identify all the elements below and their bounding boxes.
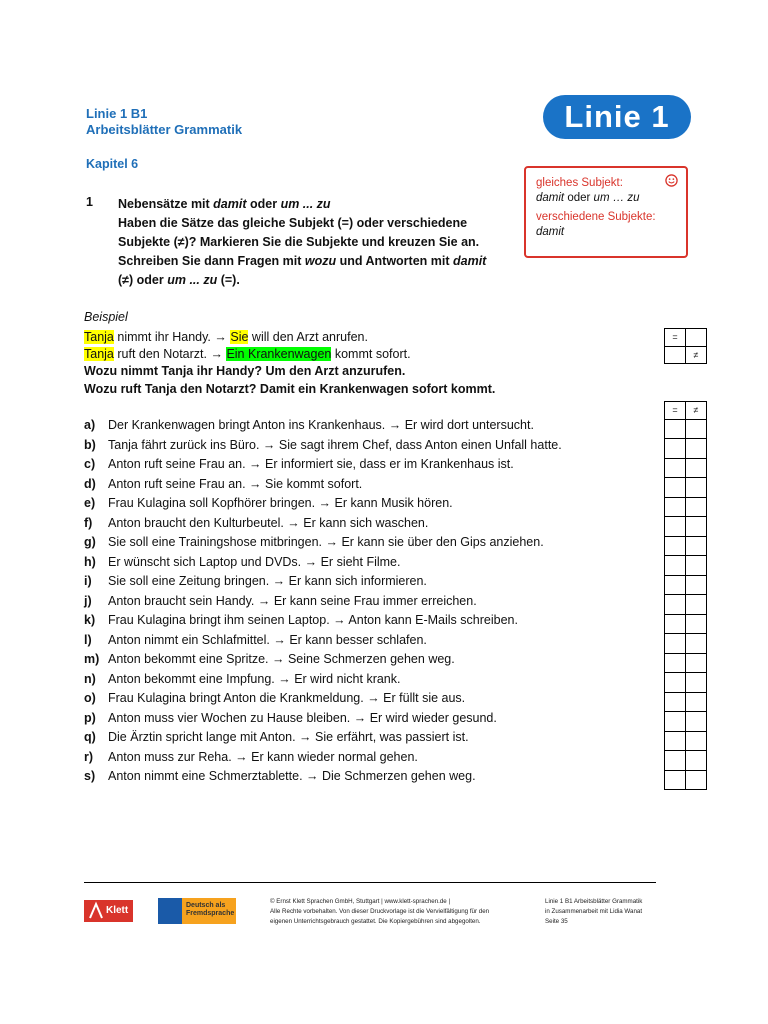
exercise-item	[84, 475, 362, 494]
answer-grid	[664, 401, 707, 790]
hint-same-value: damit oder um … zu	[536, 192, 640, 204]
task-instructions: Nebensätze mit damit oder um ... zu Haben die Sätze das gleiche Subjekt (=) oder verschiedene Subjekte (≠)? Markieren Sie die Subjekte und kreuzen Sie an. Schreiben Sie dann Fragen mit wozu und Antworten mit damit (≠) oder um ... zu (=).	[118, 197, 487, 287]
answer-checkbox-eq[interactable]	[665, 575, 686, 595]
exercise-item	[84, 514, 428, 533]
exercise-item-text: Sie soll eine Trainingshose mitbringen. → Er kann sie über den Gips anziehen.	[108, 535, 544, 549]
example-sentence-2: Tanja ruft den Notarzt. → Ein Krankenwagen kommt sofort.	[84, 347, 411, 361]
exercise-item-text: Tanja fährt zurück ins Büro. → Sie sagt ihrem Chef, dass Anton einen Unfall hatte.	[108, 437, 562, 452]
answer-checkbox-eq[interactable]	[665, 595, 686, 615]
exercise-item-text: Sie soll eine Zeitung bringen. → Er kann sich informieren.	[108, 574, 427, 588]
linie1-logo: Linie 1	[543, 95, 691, 139]
exercise-item-text: Die Ärztin spricht lange mit Anton. → Sie erfährt, was passiert ist.	[108, 730, 469, 744]
example-question-1: Wozu nimmt Tanja ihr Handy? Um den Arzt anzurufen.	[84, 364, 406, 378]
grid-header-eq: =	[665, 402, 686, 420]
exercise-item	[84, 650, 455, 669]
exercise-item-label: i)	[84, 574, 92, 588]
exercise-item-label: o)	[84, 691, 96, 705]
exercise-item-label: n)	[84, 671, 96, 686]
answer-checkbox-neq[interactable]	[686, 556, 707, 576]
exercise-item-label: b)	[84, 437, 96, 452]
exercise-item-text: Der Krankenwagen bringt Anton ins Krankenhaus. → Er wird dort untersucht.	[108, 418, 534, 432]
exercise-item	[84, 455, 514, 474]
chapter-heading: Kapitel 6	[86, 157, 139, 171]
daf-logo-block	[158, 898, 182, 924]
daf-logo: Deutsch als Fremdsprache	[158, 898, 236, 924]
example-answer-grid	[664, 328, 707, 364]
exercise-item-text: Anton muss vier Wochen zu Hause bleiben. → Er wird wieder gesund.	[108, 710, 497, 725]
answer-checkbox-neq[interactable]	[686, 419, 707, 439]
answer-checkbox-eq[interactable]	[665, 439, 686, 459]
exercise-item	[84, 767, 476, 786]
exercise-item-label: s)	[84, 769, 96, 783]
answer-checkbox-eq[interactable]	[665, 556, 686, 576]
example-question-2: Wozu ruft Tanja den Notarzt? Damit ein Krankenwagen sofort kommt.	[84, 382, 496, 396]
answer-checkbox-neq[interactable]	[686, 634, 707, 654]
exercise-item-label: a)	[84, 418, 96, 432]
exercise-item-text: Er wünscht sich Laptop und DVDs. → Er sieht Filme.	[108, 554, 401, 569]
footer-divider	[84, 882, 656, 883]
exercise-item-label: r)	[84, 749, 94, 764]
exercise-item-text: Anton braucht sein Handy. → Er kann seine Frau immer erreichen.	[108, 593, 477, 608]
answer-checkbox-neq[interactable]	[686, 595, 707, 615]
hint-diff-label: verschiedene Subjekte:	[536, 211, 656, 223]
exercise-item-text: Anton bekommt eine Spritze. → Seine Schmerzen gehen weg.	[108, 652, 455, 666]
exercise-item-label: p)	[84, 710, 96, 725]
answer-checkbox-neq[interactable]	[686, 536, 707, 556]
answer-checkbox-eq[interactable]	[665, 653, 686, 673]
exercise-item	[84, 689, 465, 708]
answer-checkbox-eq[interactable]	[665, 536, 686, 556]
exercise-item-text: Anton nimmt ein Schlafmittel. → Er kann besser schlafen.	[108, 632, 427, 647]
answer-checkbox-eq[interactable]	[665, 634, 686, 654]
exercise-item-label: c)	[84, 457, 96, 471]
example-mark-eq: =	[665, 329, 686, 347]
answer-checkbox-eq[interactable]	[665, 419, 686, 439]
exercise-item-label: g)	[84, 535, 96, 549]
copyright-notice: © Ernst Klett Sprachen GmbH, Stuttgart | www.klett-sprachen.de | Alle Rechte vorbehalten. Von dieser Druckvorlage ist die Vervielfältigung für den eigenen Unterrichtsgebrauch gestattet. Die Kopiergebühren sind abgegolten.	[270, 898, 490, 925]
exercise-item-label: e)	[84, 496, 96, 510]
answer-checkbox-neq[interactable]	[686, 731, 707, 751]
exercise-item	[84, 631, 427, 650]
klett-mark-icon	[87, 900, 105, 922]
exercise-item	[84, 533, 544, 552]
example-mark-neq: ≠	[686, 346, 707, 364]
answer-checkbox-neq[interactable]	[686, 497, 707, 517]
exercise-item	[84, 709, 497, 728]
exercise-item	[84, 670, 401, 689]
answer-checkbox-neq[interactable]	[686, 712, 707, 732]
hint-same-label: gleiches Subjekt:	[536, 177, 623, 189]
exercise-item-text: Anton braucht den Kulturbeutel. → Er kann sich waschen.	[108, 515, 429, 530]
answer-checkbox-eq[interactable]	[665, 712, 686, 732]
answer-checkbox-eq[interactable]	[665, 731, 686, 751]
answer-checkbox-eq[interactable]	[665, 458, 686, 478]
answer-checkbox-neq[interactable]	[686, 458, 707, 478]
exercise-item-text: Anton ruft seine Frau an. → Sie kommt sofort.	[108, 476, 363, 491]
exercise-item-label: f)	[84, 515, 93, 530]
answer-checkbox-eq[interactable]	[665, 478, 686, 498]
exercise-item-label: q)	[84, 730, 96, 744]
exercise-item-label: l)	[84, 632, 92, 647]
exercise-item-label: k)	[84, 613, 96, 627]
hint-diff-value: damit	[536, 226, 565, 238]
task-number: 1	[86, 195, 93, 209]
doc-series-title: Linie 1 B1	[86, 106, 148, 121]
exercise-item-text: Frau Kulagina bringt Anton die Krankmeldung. → Er füllt sie aus.	[108, 691, 466, 705]
example-sentence-1: Tanja nimmt ihr Handy. → Sie will den Arzt anrufen.	[84, 330, 368, 344]
exercise-item-text: Anton nimmt eine Schmerztablette. → Die Schmerzen gehen weg.	[108, 769, 476, 783]
exercise-item-text: Anton muss zur Reha. → Er kann wieder normal gehen.	[108, 749, 418, 764]
exercise-item	[84, 494, 453, 513]
answer-checkbox-eq[interactable]	[665, 517, 686, 537]
answer-checkbox-neq[interactable]	[686, 575, 707, 595]
exercise-item	[84, 572, 427, 591]
exercise-item	[84, 436, 562, 455]
exercise-item	[84, 611, 518, 630]
answer-checkbox-eq[interactable]	[665, 673, 686, 693]
answer-checkbox-neq[interactable]	[686, 673, 707, 693]
answer-checkbox-neq[interactable]	[686, 614, 707, 634]
grid-header-neq: ≠	[686, 402, 707, 420]
exercise-item-label: d)	[84, 476, 96, 491]
answer-checkbox-neq[interactable]	[686, 770, 707, 790]
answer-checkbox-eq[interactable]	[665, 770, 686, 790]
exercise-item-label: m)	[84, 652, 100, 666]
exercise-item	[84, 592, 477, 611]
exercise-item-label: h)	[84, 554, 96, 569]
exercise-item	[84, 553, 400, 572]
answer-checkbox-eq[interactable]	[665, 692, 686, 712]
doc-subtitle: Arbeitsblätter Grammatik	[86, 122, 243, 137]
exercise-item-text: Anton ruft seine Frau an. → Er informiert sie, dass er im Krankenhaus ist.	[108, 457, 514, 471]
answer-checkbox-neq[interactable]	[686, 439, 707, 459]
answer-checkbox-neq[interactable]	[686, 478, 707, 498]
exercise-item	[84, 748, 418, 767]
answer-checkbox-eq[interactable]	[665, 497, 686, 517]
exercise-item	[84, 728, 469, 747]
page-info: Linie 1 B1 Arbeitsblätter Grammatik in Zusammenarbeit mit Lidia Wanat Seite 35	[545, 898, 643, 925]
klett-logo: Klett	[84, 900, 133, 922]
exercise-item-label: j)	[84, 593, 92, 608]
smiley-icon	[665, 174, 678, 187]
exercise-item-text: Frau Kulagina bringt ihm seinen Laptop. → Anton kann E-Mails schreiben.	[108, 613, 518, 627]
exercise-item	[84, 416, 534, 435]
exercise-item-text: Frau Kulagina soll Kopfhörer bringen. → Er kann Musik hören.	[108, 496, 453, 510]
hint-box	[524, 166, 688, 258]
answer-checkbox-eq[interactable]	[665, 751, 686, 771]
exercise-item-text: Anton bekommt eine Impfung. → Er wird nicht krank.	[108, 671, 401, 686]
answer-checkbox-neq[interactable]	[686, 692, 707, 712]
answer-checkbox-neq[interactable]	[686, 653, 707, 673]
answer-checkbox-neq[interactable]	[686, 517, 707, 537]
answer-checkbox-neq[interactable]	[686, 751, 707, 771]
example-label: Beispiel	[84, 310, 128, 324]
answer-checkbox-eq[interactable]	[665, 614, 686, 634]
